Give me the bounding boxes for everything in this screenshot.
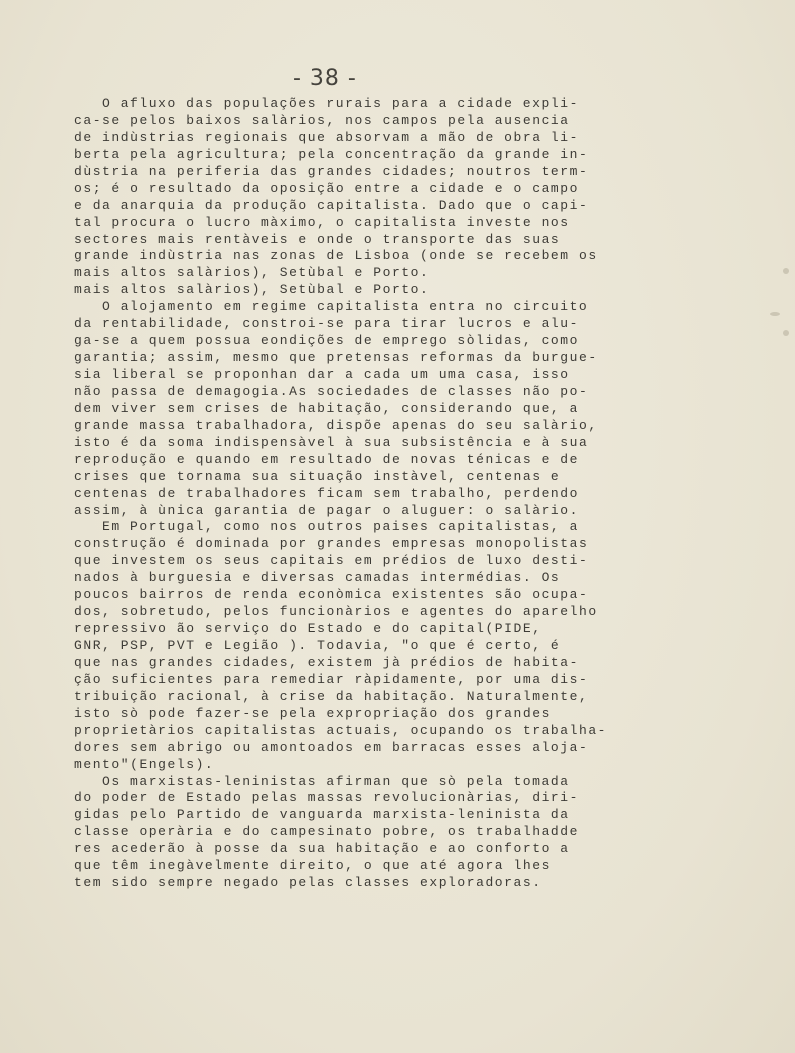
text-line: mais altos salàrios), Setùbal e Porto. [74,265,430,281]
text-line: assim, à ùnica garantia de pagar o aluguer: o salàrio. [74,502,579,518]
text-line: berta pela agricultura; pela concentração da grande in- [74,146,589,162]
paragraph-first-line: O afluxo das populações rurais para a cidade expli- [102,96,579,111]
paper-smudge [783,268,789,274]
text-line: dùstria na periferia das grandes cidades; noutros term- [74,163,589,179]
text-line: ga-se a quem possua eondições de emprego sòlidas, como [74,333,579,349]
text-line: não passa de demagogia.As sociedades de classes não po- [74,383,589,399]
text-line: que têm inegàvelmente direito, o que até agora lhes [74,858,551,874]
text-line: mento"(Engels). [74,756,215,772]
paper-smudge [770,312,780,316]
text-line: de indùstrias regionais que absorvam a mão de obra li- [74,129,579,145]
body-text [74,96,644,892]
text-line: res acederão à posse da sua habitação e ao conforto a [74,841,570,857]
text-line: sia liberal se proponhan dar a cada um uma casa, isso [74,367,570,382]
text-line: ca-se pelos baixos salàrios, nos campos pela ausencia [74,112,570,128]
text-line: dores sem abrigo ou amontoados em barracas esses aloja- [74,739,589,755]
paragraph-first-line: O alojamento em regime capitalista entra no circuito [102,299,589,315]
paragraph-first-line: Os marxistas-leninistas afirman que sò pela tomada [102,773,570,789]
paragraph-first-line: Em Portugal, como nos outros paises capitalistas, a [102,519,579,535]
text-line: grande massa trabalhadora, dispõe apenas do seu salàrio, [74,417,598,433]
text-line: sectores mais rentàveis e onde o transporte das suas [74,231,561,247]
page-number: - 38 - [293,66,357,91]
text-line: proprietàrios capitalistas actuais, ocupando os trabalha- [74,722,608,738]
paper-smudge [783,330,789,336]
text-line: mais altos salàrios), Setùbal e Porto. [74,282,430,298]
text-line: ção suficientes para remediar ràpidamente, por uma dis- [74,671,589,687]
text-line: isto é da soma indispensàvel à sua subsistência e à sua [74,434,589,450]
text-line: dos, sobretudo, pelos funcionàrios e agentes do aparelho [74,604,598,620]
text-line: que nas grandes cidades, existem jà prédios de habita- [74,654,579,670]
text-line: GNR, PSP, PVT e Legião ). Todavia, "o que é certo, é [74,638,561,653]
text-line: reprodução e quando em resultado de novas ténicas e de [74,451,579,467]
text-line: tal procura o lucro màximo, o capitalista investe nos [74,214,570,230]
text-line: tribuição racional, à crise da habitação. Naturalmente, [74,688,589,704]
text-line: grande indùstria nas zonas de Lisboa (onde se recebem os [74,248,598,264]
text-line: nados à burguesia e diversas camadas intermédias. Os [74,570,561,586]
text-line: os; é o resultado da oposição entre a cidade e o campo [74,180,579,196]
text-line: classe operària e do campesinato pobre, os trabalhadde [74,824,579,840]
text-line: centenas de trabalhadores ficam sem trabalho, perdendo [74,485,579,501]
text-line: crises que tornama sua situação instàvel, centenas e [74,468,561,484]
text-line: e da anarquia da produção capitalista. Dado que o capi- [74,197,589,213]
text-line: tem sido sempre negado pelas classes exploradoras. [74,875,542,891]
text-line: construção é dominada por grandes empresas monopolistas [74,536,589,552]
text-line: da rentabilidade, constroi-se para tirar lucros e alu- [74,316,579,332]
text-line: dem viver sem crises de habitação, considerando que, a [74,400,579,416]
text-line: do poder de Estado pelas massas revolucionàrias, diri- [74,790,579,806]
text-line: que investem os seus capitais em prédios de luxo desti- [74,553,589,569]
text-line: repressivo ão serviço do Estado e do capital(PIDE, [74,621,542,637]
text-line: gidas pelo Partido de vanguarda marxista-leninista da [74,807,570,823]
text-line: garantia; assim, mesmo que pretensas reformas da burgue- [74,350,598,366]
text-line: isto sò pode fazer-se pela expropriação dos grandes [74,705,551,721]
text-line: poucos bairros de renda econòmica existentes são ocupa- [74,587,589,603]
